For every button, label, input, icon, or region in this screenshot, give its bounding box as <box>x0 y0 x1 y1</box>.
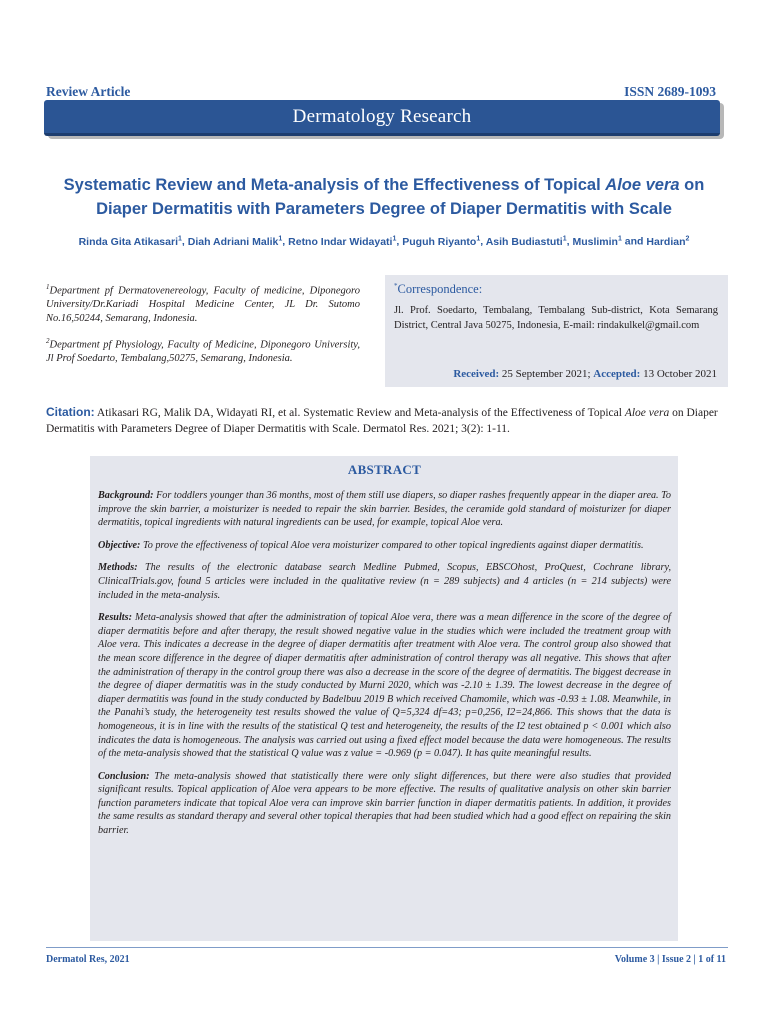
correspondence-sup: * <box>394 282 398 290</box>
author-name: Hardian <box>646 235 686 248</box>
abstract-section-label: Methods: <box>98 562 138 574</box>
author <box>646 236 689 248</box>
abstract-section-label: Objective: <box>98 539 141 551</box>
abstract-section <box>98 539 671 553</box>
abstract-section <box>98 611 671 761</box>
author-separator: , <box>282 235 289 248</box>
affiliation-1-sup: 1 <box>46 283 50 291</box>
title-part2: on Diaper Dermatitis with Parameters Degree of Diaper Dermatitis with Scale <box>96 176 705 218</box>
footer-divider <box>46 947 728 948</box>
author-name: Puguh Riyanto <box>402 235 477 248</box>
issn: ISSN 2689-1093 <box>624 84 716 99</box>
abstract-section-text: To prove the effectiveness of topical Aloe vera moisturizer compared to other topical ingredients against diaper dermatitis. <box>142 539 644 551</box>
author <box>486 236 567 248</box>
correspondence-box <box>385 275 728 387</box>
article-type: Review Article <box>46 84 131 99</box>
author-separator: , <box>566 235 573 248</box>
author-affiliation-sup: 1 <box>562 235 567 242</box>
author <box>402 236 480 248</box>
author-affiliation-sup: 1 <box>392 235 397 242</box>
abstract-section <box>98 561 671 602</box>
title-italic: Aloe vera <box>605 176 680 194</box>
abstract-section-label: Background: <box>98 490 154 501</box>
author-list <box>40 231 728 250</box>
affiliation-2-sup: 2 <box>46 337 50 345</box>
abstract-section-label: Conclusion: <box>98 770 150 782</box>
publication-dates <box>453 368 717 380</box>
article-title <box>40 173 728 221</box>
author-affiliation-sup: 1 <box>178 235 182 242</box>
author <box>288 236 396 248</box>
correspondence-heading <box>394 282 718 297</box>
abstract-box <box>90 456 678 941</box>
citation-italic: Aloe vera <box>624 407 670 419</box>
author-affiliation-sup: 1 <box>617 235 622 242</box>
abstract-sections <box>98 489 671 838</box>
author <box>572 236 621 248</box>
footer-journal: Dermatol Res, 2021 <box>46 954 130 965</box>
accepted-label: Accepted: <box>593 368 641 380</box>
citation <box>46 404 728 437</box>
journal-name: Dermatology Research <box>292 105 472 127</box>
author-name: Rinda Gita Atikasari <box>78 235 178 248</box>
title-part1: Systematic Review and Meta-analysis of the Effectiveness of Topical <box>63 176 606 194</box>
abstract-section <box>98 489 671 530</box>
author-affiliation-sup: 2 <box>685 235 690 242</box>
author-separator: , <box>480 235 486 248</box>
received-date: 25 September 2021; <box>501 368 591 380</box>
abstract-section-text: For toddlers younger than 36 months, most of them still use diapers, so diaper rashes frequently appear in the diaper area. To improve the skin barrier, a moisturizer is needed to repair the skin barrier. Besides, the ceramide gold standard of moisturizer for diaper dermatitis, topical ingredients with natural ingredients can be used, for example, topical Aloe vera. <box>98 490 672 529</box>
author <box>188 236 283 248</box>
abstract-heading: ABSTRACT <box>347 462 422 477</box>
abstract-section <box>98 770 671 838</box>
author-affiliation-sup: 1 <box>476 235 481 242</box>
affiliation-1 <box>46 281 360 325</box>
abstract-section-text: Meta-analysis showed that after the administration of topical Aloe vera, there was a mean difference in the score of the degree of diaper dermatitis before and after therapy, the result showed negative value in the studies which were included the treatment group with Aloe vera. This indicates a decrease in the degree of diaper dermatitis after treatment with Aloe vera. The control group also showed that the mean score difference in the degree of diaper dermatitis after administration of control therapy was all negative. This shows that after the administration of therapy in the control group there was also a decrease in the score of the degree of dermatitis. The biggest decrease in the degree of diaper dermatitis was in the study conducted by Murni 2020, which was -2.10 ± 1.39. The lowest decrease in the degree of diaper dermatitis was found in the study conducted by Badelbuu 2019 B which received Chamomile, which was -0.93 ± 1.08. Meanwhile, in the Panahi’s study, the heterogeneity test results showed the value of Q=5,324 df=43; p=0,256, I2=24,866. This shows that the data is homogeneous, it is in line with the results of the statistical Q test and heterogeneity, the results of the I2 test obtained p < 0.001 which also indicates the data is homogeneous. The analysis was carried out using a fixed effect model because the data were homogeneous. The results of the meta-analysis showed that the statistical Q value was z value = -0.969 (p = 0.047). It has quite meaningful results. <box>98 612 671 760</box>
author-separator-last: and <box>621 235 647 248</box>
footer-page-info: Volume 3 | Issue 2 | 1 of 11 <box>614 954 726 965</box>
author-name: Retno Indar Widayati <box>288 235 393 248</box>
abstract-section-text: The results of the electronic database search Medline Pubmed, Scopus, EBSCOhost, ProQuest, Cochrane library, ClinicalTrials.gov, found 5 articles were included in the qualitative review (n = 289 subjects) and 4 articles (n = 214 subjects) were included in the meta-analysis. <box>98 562 671 601</box>
affiliation-2-text: Department pf Physiology, Faculty of Medicine, Diponegoro University, Jl Prof Soedarto, Tembalang,50275, Semarang, Indonesia. <box>46 339 360 364</box>
author-name: Muslimin <box>572 235 618 248</box>
author-name: Asih Budiastuti <box>485 235 563 248</box>
correspondence-label: Correspondence: <box>397 282 483 297</box>
citation-part1: Atikasari RG, Malik DA, Widayati RI, et al. Systematic Review and Meta-analysis of the Effectiveness of Topical <box>96 407 625 419</box>
abstract-section-label: Results: <box>98 612 132 624</box>
correspondence-address: Jl. Prof. Soedarto, Tembalang, Tembalang Sub-district, Kota Semarang District, Central Java 50275, Indonesia, E-mail: rindakulkel@gmail.com <box>394 305 718 331</box>
affiliation-2 <box>46 335 360 366</box>
journal-banner <box>44 100 720 136</box>
accepted-date: 13 October 2021 <box>643 368 717 380</box>
citation-part2: on Diaper Dermatitis with Parameters Degree of Diaper Dermatitis with Scale. Dermatol Res. 2021; 3(2): 1-11. <box>46 407 718 435</box>
citation-label: Citation: <box>46 405 95 419</box>
author-affiliation-sup: 1 <box>278 235 283 242</box>
abstract-section-text: The meta-analysis showed that statistically there were only slight differences, but there were also studies that provided significant results. Topical application of Aloe vera appears to be more effective. The results of qualitative analysis on other skin barrier function parameters indicate that topical Aloe vera can improve skin barrier function in diaper dermatitis patients. In addition, it provides the same results as standard therapy and several other topical therapies that had been studied which had a good effect on repairing the skin barrier. <box>98 770 672 837</box>
affiliation-1-text: Department pf Dermatovenereology, Faculty of medicine, Diponegoro University/Dr.Kariadi Hospital Medicine Center, JL Dr. Sutomo No.16,50244, Semarang, Indonesia. <box>46 285 360 324</box>
author <box>79 236 182 248</box>
received-label: Received: <box>453 368 500 380</box>
author-separator: , <box>181 235 188 248</box>
author-name: Diah Adriani Malik <box>187 235 279 248</box>
author-separator: , <box>396 235 403 248</box>
